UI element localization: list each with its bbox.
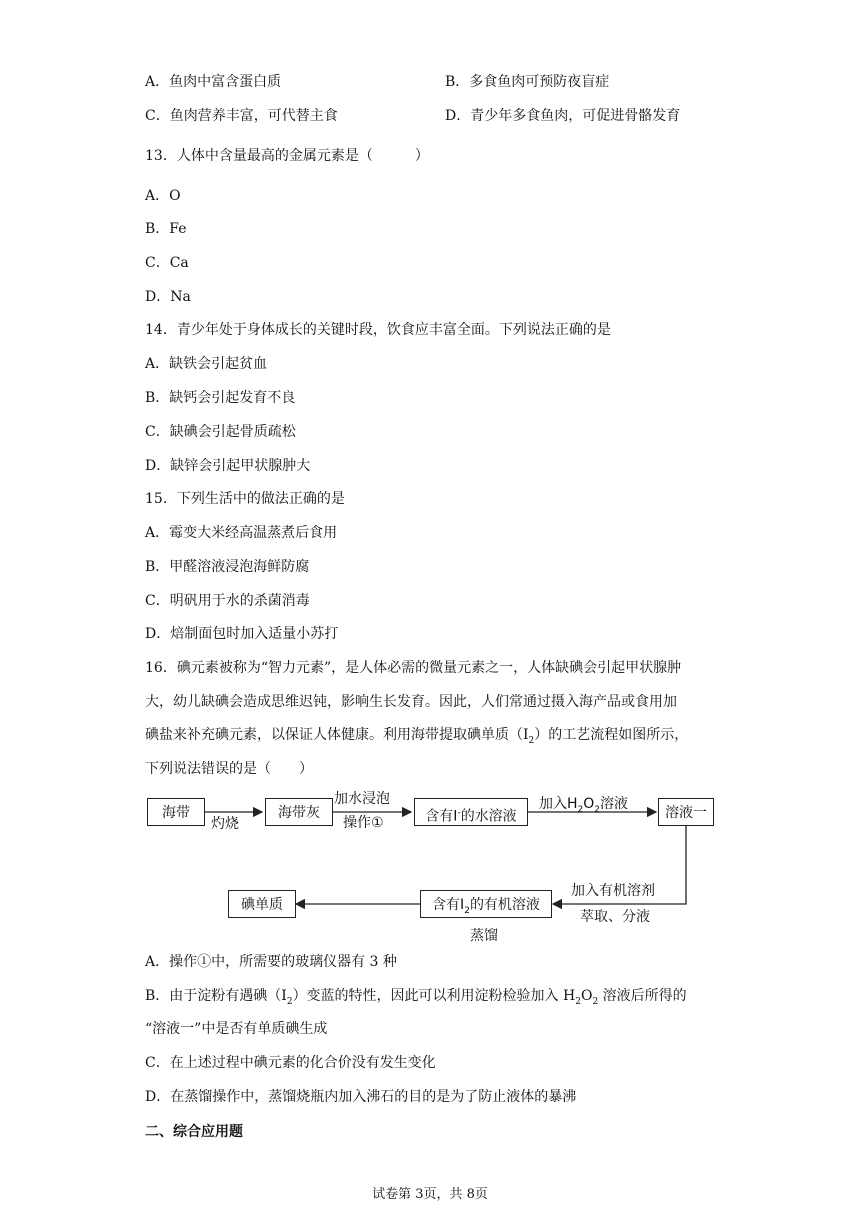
flow-box-seaweed-ash: 海带灰 <box>265 798 333 826</box>
q14-option-a: A．缺铁会引起贫血 <box>145 356 268 372</box>
flow-label-extract: 萃取、分液 <box>580 909 650 925</box>
q13-option-c: C．Ca <box>145 255 189 271</box>
q13-option-b: B．Fe <box>145 221 187 237</box>
q13-stem: 13．人体中含量最高的金属元素是（ ） <box>145 148 429 164</box>
q14-stem: 14．青少年处于身体成长的关键时段，饮食应丰富全面。下列说法正确的是 <box>145 322 611 338</box>
flow-box-iodide-solution: 含有I-的水溶液 <box>414 798 528 826</box>
flow-box-organic-solution: 含有$I_2$的有机溶液 <box>420 890 552 918</box>
q16-option-b-line2: “溶液一”中是否有单质碘生成 <box>145 1021 328 1037</box>
q16-stem-line2: 大，幼儿缺碘会造成思维迟钝，影响生长发育。因此，人们常通过摄入海产品或食用加 <box>145 694 677 710</box>
flow-label-burn: 灼烧 <box>211 816 239 832</box>
q12-option-b: B．多食鱼肉可预防夜盲症 <box>445 74 610 90</box>
flow-label-distill: 蒸馏 <box>470 928 498 944</box>
q16-option-b-line1: B．由于淀粉有遇碘$(I_2)$变蓝的特性，因此可以利用淀粉检验加入 $H_2O_2$ 溶液后所得的 <box>145 988 687 1007</box>
flow-label-operation1: 操作① <box>343 815 384 831</box>
q15-option-c: C．明矾用于水的杀菌消毒 <box>145 593 310 609</box>
q16-stem-line4: 下列说法错误的是（ ） <box>145 761 313 777</box>
flow-label-add-solvent: 加入有机溶剂 <box>571 883 655 899</box>
flow-box-iodine: 碘单质 <box>228 890 296 918</box>
page-footer: 试卷第 3页，共 8页 <box>372 1187 488 1202</box>
q15-option-a: A．霉变大米经高温蒸煮后食用 <box>145 525 338 541</box>
q12-option-d: D．青少年多食鱼肉，可促进骨骼发育 <box>445 108 681 124</box>
q16-option-d: D．在蒸馏操作中，蒸馏烧瓶内加入沸石的目的是为了防止液体的暴沸 <box>145 1089 577 1105</box>
flow-label-soak: 加水浸泡 <box>334 791 390 807</box>
q15-stem: 15．下列生活中的做法正确的是 <box>145 491 345 507</box>
section-title: 二、综合应用题 <box>145 1124 243 1140</box>
q16-option-a: A．操作①中，所需要的玻璃仪器有 3 种 <box>145 954 397 970</box>
q16-stem-line1: 16．碘元素被称为“智力元素”，是人体必需的微量元素之一，人体缺碘会引起甲状腺肿 <box>145 660 682 676</box>
flow-label-h2o2: 加入$H_2O_2$溶液 <box>539 796 629 815</box>
q14-option-c: C．缺碘会引起骨质疏松 <box>145 424 296 440</box>
q12-option-a: A．鱼肉中富含蛋白质 <box>145 74 282 90</box>
q12-option-c: C．鱼肉营养丰富，可代替主食 <box>145 108 338 124</box>
q15-option-b: B．甲醛溶液浸泡海鲜防腐 <box>145 559 310 575</box>
q13-option-a: A．O <box>145 188 181 204</box>
q14-option-d: D．缺锌会引起甲状腺肿大 <box>145 458 311 474</box>
flow-box-solution-one: 溶液一 <box>658 798 714 826</box>
q13-option-d: D．Na <box>145 289 191 305</box>
q16-stem-line3: 碘盐来补充碘元素，以保证人体健康。利用海带提取碘单质$(I_2)$的工艺流程如图所示， <box>145 727 689 746</box>
q15-option-d: D．焙制面包时加入适量小苏打 <box>145 626 339 642</box>
flow-box-seaweed: 海带 <box>147 798 205 826</box>
q16-option-c: C．在上述过程中碘元素的化合价没有发生变化 <box>145 1055 436 1071</box>
q14-option-b: B．缺钙会引起发育不良 <box>145 390 296 406</box>
